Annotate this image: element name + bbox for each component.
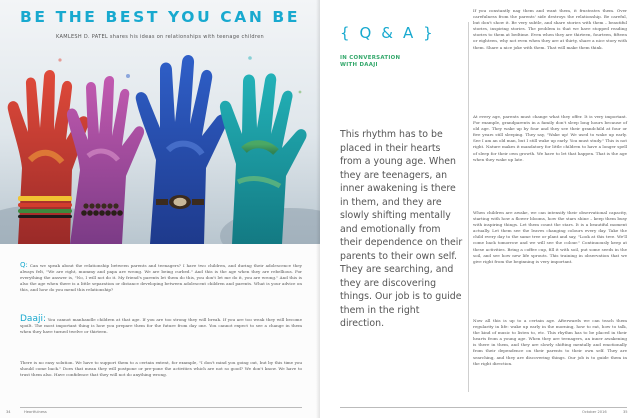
right-page-number: 35	[623, 410, 628, 414]
right-paragraph-1: If you constantly nag them and want them, it frustrates them. Over carefulness from the parents' side destroys the relationship. Be careful, but don't show it. Be very subtle, and share stories with them – beautiful stories, inspiring stories. The problem is that we have stopped reading stories to them at bedtime. Even when they are thirteen, fourteen, fifteen or eighteen, why not even when they are at thirty, share a nice story with them. Share a nice joke with them. That will make them think.	[473, 8, 627, 50]
pull-quote: This rhythm has to be placed in their hearts from a young age. When they are teenagers, an inner awakening is there in them, and they are slowly shifting mentally and emotionally from their dependence on their parents to their own self. They are searching, and they are discovering things. Our job is to guide them in the right direction.	[340, 129, 463, 329]
article-headline: BE THE BEST YOU CAN BE	[19, 8, 301, 26]
left-running-title: Heartfulness	[24, 410, 47, 414]
hero-photo-painted-hands	[0, 0, 320, 244]
answer-paragraph-1	[20, 316, 302, 335]
left-page-number: 34	[6, 410, 11, 414]
answer-paragraph-2: There is no easy solution. We have to support them to a certain extent, for example, "I don't mind you going out, but by this time you should come back." Does that mean they will postpone or pre-pone the activities which are not so good? We don't know. We have to trust them also. Have confidence that they will not do anything wrong.	[20, 360, 302, 378]
question-paragraph	[20, 262, 302, 293]
qa-subtitle-line-2: WITH DAAJI	[340, 62, 378, 68]
right-paragraph-3: When children are awake, we can intensify their observational capacity, starting with how a flower blooms, how the stars shine – keep them busy with inspiring things. Let them count the stars. It is a beautiful moment actually. Let them see the leaves changing colours every day. Take the child every day to the same tree or plant and say, "Look at this tree. We'll come back tomorrow and we will see the colour." Continuously keep at these activities. Bring a coffee cup, fill it with soil, put some seeds in the soil, and see how new life sprouts. This training in observation that we give right from the beginning is very important.	[473, 210, 627, 264]
qa-section-subtitle	[340, 55, 400, 69]
answer-text-1: You cannot manhandle children at that age. If you are too strong they will break. If you are too weak they will become spoilt. The most important thing is how you prepare them for the future from day one. You cannot expect to see a change in them when they have turned twelve or thirteen.	[20, 317, 302, 335]
qa-section-title: { Q & A }	[340, 24, 436, 42]
question-text: Can we speak about the relationship between parents and teenagers? I have two children, and during their adolescence they always felt, "We are right, mummy and papa are wrong. We are being curbed." And this is the age when they are rebellious. For everything the answer is, "No, I will not do it. My friend's parents let them do this, you don't let me do it, you are wrong." And this is also the age when there is a little separation or distance developing between adolescent children and parents. What is your advice on this, and how do you mend this relationship?	[20, 263, 302, 293]
qa-subtitle-line-1: IN CONVERSATION	[340, 55, 401, 61]
right-issue-date: October 2016	[582, 410, 607, 414]
left-footer-rule	[20, 407, 302, 408]
right-footer-rule	[340, 407, 627, 408]
article-kicker: KAMLESH D. PATEL shares his ideas on relationships with teenage children	[56, 34, 264, 40]
right-page	[320, 0, 640, 418]
right-paragraph-4: Now all this is up to a certain age. Afterwards we can teach them regularity in life: wake up early in the morning, how to eat, how to talk, the kind of music to listen to, etc. This rhythm has to be placed in their hearts from a young age. When they are teenagers, an inner awakening is there in them, and they are slowly shifting mentally and emotionally from their dependence on their parents to their own self. They are searching, and they are discovering things. Our job is to guide them in the right direction.	[473, 318, 627, 366]
right-paragraph-2: At every age, parents must change what they offer. It is very important. For example, grandparents in a family don't sleep long hours because of old age. They wake up by four and they see their grandchild at four or five years still sleeping. They say, "Wake up! We used to wake up early. See I am an old man, but I still wake up early. You must study." This is not right. Nature makes it mandatory for little children to have a longer spell of sleep for their own growth. We have to let that happen. That is the age when they wake up late.	[473, 114, 627, 162]
answer-marker: Daaji:	[20, 314, 46, 324]
question-marker: Q:	[20, 261, 28, 269]
column-divider	[468, 22, 469, 392]
